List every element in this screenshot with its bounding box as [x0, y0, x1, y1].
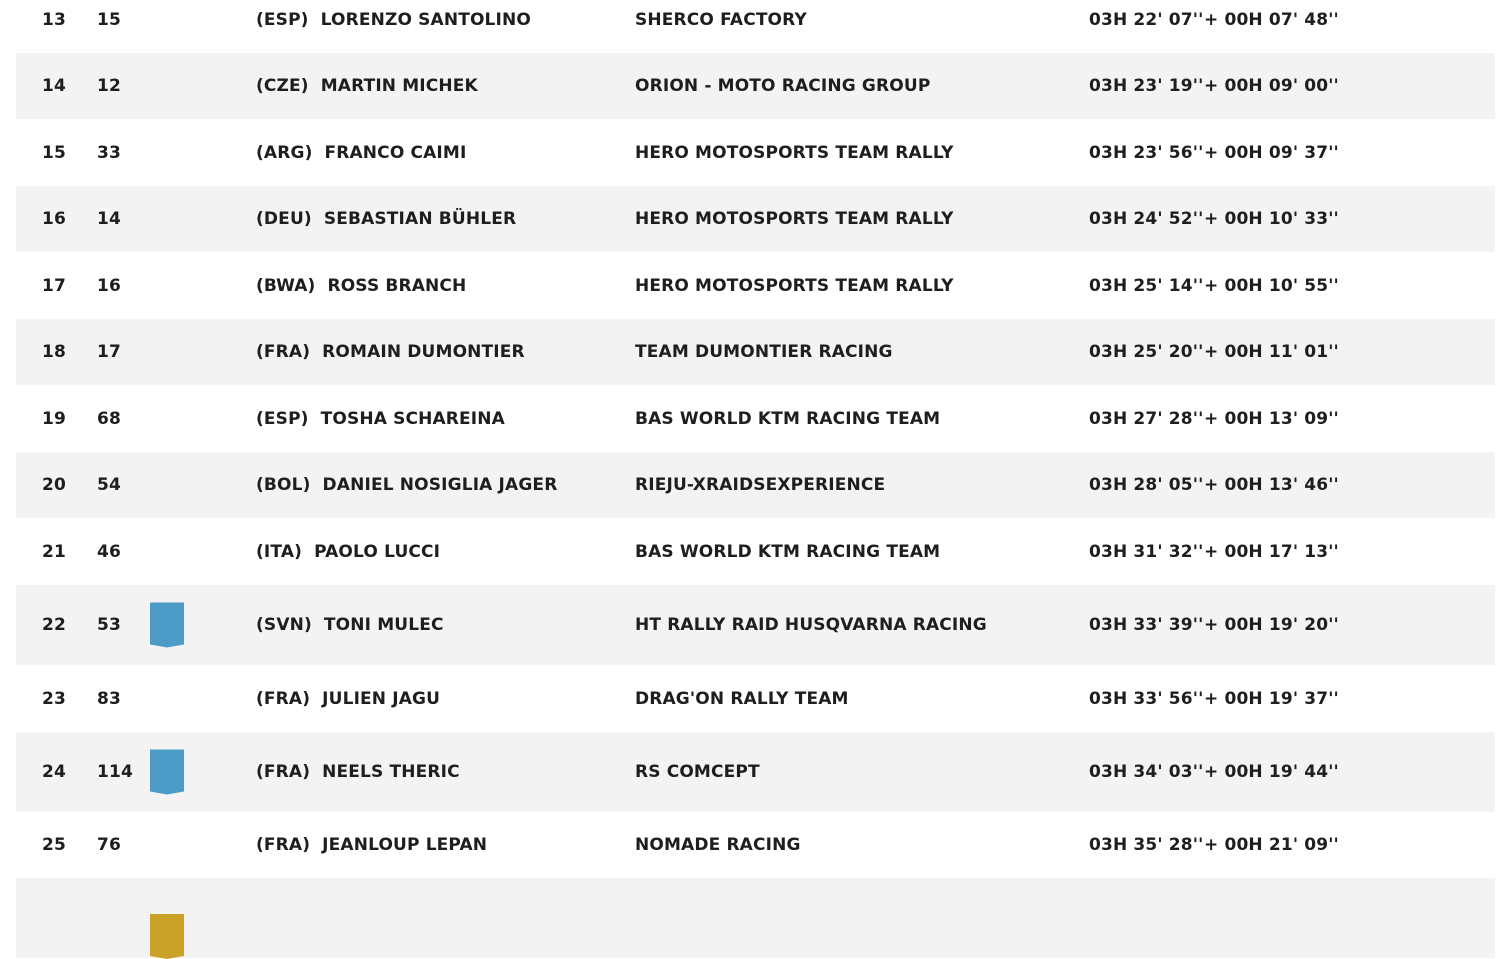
bib-number-cell: 83	[97, 688, 121, 709]
rank-cell: 20	[42, 475, 66, 495]
table-row[interactable]	[16, 186, 1495, 252]
rank-cell: 16	[42, 209, 66, 229]
team-cell: BAS WORLD KTM RACING TEAM	[635, 541, 941, 562]
bib-number-cell: 12	[97, 76, 121, 96]
table-row[interactable]	[16, 53, 1495, 119]
rider-cell[interactable]	[256, 143, 466, 163]
table-row[interactable]	[16, 319, 1495, 385]
rider-cell[interactable]	[256, 615, 444, 635]
time-cell: 03H 24' 52''	[1089, 209, 1204, 229]
rider-name[interactable]: LORENZO SANTOLINO	[320, 10, 531, 30]
team-cell: NOMADE RACING	[635, 835, 801, 855]
rider-cell[interactable]	[256, 689, 440, 709]
rank-cell: 22	[42, 615, 66, 635]
gap-cell: + 00H 07' 48''	[1204, 10, 1339, 30]
bib-number-cell: 68	[97, 408, 121, 429]
gap-cell: + 00H 09' 37''	[1204, 142, 1339, 163]
rider-name[interactable]: PAOLO LUCCI	[314, 541, 441, 562]
rider-cell[interactable]	[256, 475, 557, 495]
rider-cell[interactable]	[256, 10, 531, 30]
table-row[interactable]	[16, 119, 1495, 186]
time-cell: 03H 34' 03''	[1089, 762, 1204, 782]
table-row[interactable]	[16, 452, 1495, 518]
nationality-code: (SVN)	[256, 615, 312, 635]
gap-cell: + 00H 19' 44''	[1204, 762, 1339, 782]
nationality-code: (ARG)	[256, 142, 313, 163]
bib-number-cell: 114	[97, 762, 133, 782]
bib-number-cell: 14	[97, 209, 121, 229]
rider-name[interactable]: JULIEN JAGU	[322, 688, 441, 709]
nationality-code: (BOL)	[256, 475, 311, 495]
team-cell: HERO MOTOSPORTS TEAM RALLY	[635, 209, 954, 229]
rank-cell: 19	[42, 408, 66, 429]
rank-cell: 14	[42, 76, 66, 96]
team-cell: HERO MOTOSPORTS TEAM RALLY	[635, 275, 954, 296]
gap-cell: + 00H 10' 55''	[1204, 275, 1339, 296]
rank-cell: 24	[42, 762, 66, 782]
time-cell: 03H 25' 20''	[1089, 342, 1204, 362]
time-cell: 03H 35' 28''	[1089, 835, 1204, 855]
blue-pennant-icon	[150, 750, 184, 795]
gap-cell: + 00H 13' 46''	[1204, 475, 1339, 495]
gold-pennant-icon	[150, 914, 184, 959]
time-cell: 03H 31' 32''	[1089, 541, 1204, 562]
time-cell: 03H 27' 28''	[1089, 408, 1204, 429]
rider-name[interactable]: DANIEL NOSIGLIA JAGER	[322, 475, 558, 495]
rider-cell[interactable]	[256, 835, 487, 855]
rank-cell: 23	[42, 688, 66, 709]
table-row[interactable]	[16, 585, 1495, 665]
team-cell: DRAG'ON RALLY TEAM	[635, 688, 849, 709]
nationality-code: (ESP)	[256, 10, 309, 30]
nationality-code: (BWA)	[256, 275, 316, 296]
team-cell: TEAM DUMONTIER RACING	[635, 342, 893, 362]
rank-cell: 13	[42, 10, 66, 30]
bib-number-cell: 16	[97, 275, 121, 296]
bib-number-cell: 17	[97, 342, 121, 362]
nationality-code: (ESP)	[256, 408, 309, 429]
team-cell: HT RALLY RAID HUSQVARNA RACING	[635, 615, 987, 635]
team-cell: RIEJU-XRAIDSEXPERIENCE	[635, 475, 886, 495]
table-row[interactable]	[16, 878, 1495, 958]
rank-cell: 18	[42, 342, 66, 362]
team-cell: ORION - MOTO RACING GROUP	[635, 76, 931, 96]
team-cell: BAS WORLD KTM RACING TEAM	[635, 408, 941, 429]
rider-cell[interactable]	[256, 209, 516, 229]
rider-name[interactable]: TOSHA SCHAREINA	[320, 408, 505, 429]
bib-number-cell: 53	[97, 615, 121, 635]
table-row[interactable]	[16, 0, 1495, 53]
bib-number-cell: 76	[97, 835, 121, 855]
team-cell: HERO MOTOSPORTS TEAM RALLY	[635, 142, 954, 163]
table-row[interactable]	[16, 385, 1495, 452]
gap-cell: + 00H 11' 01''	[1204, 342, 1339, 362]
nationality-code: (FRA)	[256, 762, 311, 782]
rider-cell[interactable]	[256, 908, 268, 928]
rank-cell: 25	[42, 835, 66, 855]
rider-cell[interactable]	[256, 76, 478, 96]
rider-name[interactable]: ROSS BRANCH	[327, 275, 467, 296]
bib-number-cell: 33	[97, 142, 121, 163]
nationality-code: (ITA)	[256, 541, 303, 562]
gap-cell: + 00H 10' 33''	[1204, 209, 1339, 229]
rider-cell[interactable]	[256, 762, 460, 782]
gap-cell: + 00H 09' 00''	[1204, 76, 1339, 96]
rider-name[interactable]: NEELS THERIC	[322, 762, 460, 782]
nationality-code: (CZE)	[256, 76, 309, 96]
gap-cell: + 00H 19' 37''	[1204, 688, 1339, 709]
nationality-code: (FRA)	[256, 688, 311, 709]
table-row[interactable]	[16, 812, 1495, 878]
bib-number-cell: 46	[97, 541, 121, 562]
bib-number-cell: 54	[97, 475, 121, 495]
rank-cell: 17	[42, 275, 66, 296]
rider-name[interactable]: FRANCO CAIMI	[324, 142, 467, 163]
gap-cell: + 00H 21' 09''	[1204, 835, 1339, 855]
table-row[interactable]	[16, 732, 1495, 812]
rider-name[interactable]: ROMAIN DUMONTIER	[322, 342, 525, 362]
time-cell: 03H 23' 56''	[1089, 142, 1204, 163]
nationality-code: (FRA)	[256, 835, 311, 855]
rider-cell[interactable]	[256, 409, 505, 429]
time-cell: 03H 23' 19''	[1089, 76, 1204, 96]
rider-name[interactable]: JEANLOUP LEPAN	[322, 835, 488, 855]
bib-number-cell: 15	[97, 10, 121, 30]
table-row[interactable]	[16, 252, 1495, 319]
table-row[interactable]	[16, 518, 1495, 585]
time-cell: 03H 28' 05''	[1089, 475, 1204, 495]
rider-name[interactable]: MARTIN MICHEK	[320, 76, 478, 96]
rider-cell[interactable]	[256, 276, 466, 296]
gap-cell: + 00H 17' 13''	[1204, 541, 1339, 562]
time-cell: 03H 25' 14''	[1089, 275, 1204, 296]
rank-cell: 21	[42, 541, 66, 562]
rider-cell[interactable]	[256, 542, 440, 562]
time-cell: 03H 33' 39''	[1089, 615, 1204, 635]
nationality-code: (DEU)	[256, 209, 312, 229]
time-cell: 03H 33' 56''	[1089, 688, 1204, 709]
table-row[interactable]	[16, 665, 1495, 732]
time-cell: 03H 22' 07''	[1089, 10, 1204, 30]
gap-cell: + 00H 13' 09''	[1204, 408, 1339, 429]
gap-cell: + 00H 19' 20''	[1204, 615, 1339, 635]
nationality-code: (FRA)	[256, 342, 311, 362]
rank-cell: 15	[42, 142, 66, 163]
rider-name[interactable]: SEBASTIAN BÜHLER	[323, 209, 517, 229]
rider-name[interactable]: TONI MULEC	[323, 615, 444, 635]
team-cell: RS COMCEPT	[635, 762, 760, 782]
blue-pennant-icon	[150, 603, 184, 648]
team-cell: SHERCO FACTORY	[635, 10, 807, 30]
rider-cell[interactable]	[256, 342, 525, 362]
